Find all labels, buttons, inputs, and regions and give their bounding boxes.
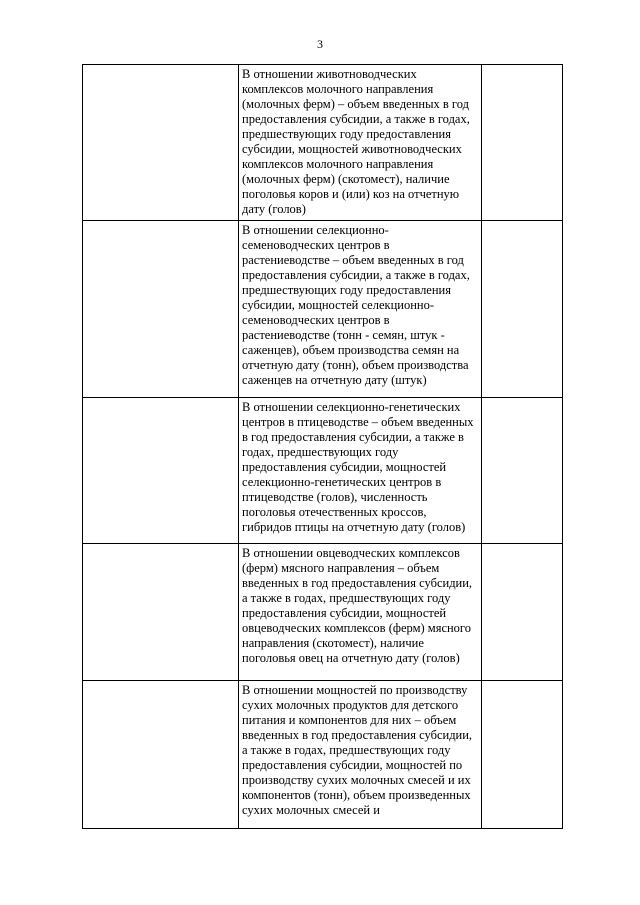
table-row [83,65,563,221]
table-row [83,221,563,398]
table-row [83,398,563,544]
table-cell-left [83,221,239,398]
table-cell-value [482,681,563,829]
page-number: 3 [317,37,323,51]
table-cell-value [482,544,563,681]
table-cell-value [482,65,563,221]
table-cell-value [482,398,563,544]
table-cell-left [83,398,239,544]
row-description-text: В отношении животноводческих комплексов молочного направления (молочных ферм) – объем введенных в год предоставления субсидии, а также в годах, предшествующих году предоставления субсидии, мощностей животноводческих комплексов молочного направления (молочных ферм) (скотомест), наличие поголовья коров и (или) коз на отчетную дату (голов) [242,67,470,216]
row-description-text: В отношении селекционно-семеноводческих центров в растениеводстве – объем введенных в год предоставления субсидии, а также в годах, предшествующих году предоставления субсидии, мощностей селекционно-семеноводческих центров в растениеводстве (тонн - семян, штук - саженцев), объем производства семян на отчетную дату (тонн), объем производства саженцев на отчетную дату (штук) [242,223,470,387]
table-cell-left [83,65,239,221]
table-cell-value [482,221,563,398]
table-cell-left [83,544,239,681]
row-description-text: В отношении мощностей по производству сухих молочных продуктов для детского питания и компонентов для них – объем введенных в год предоставления субсидии, а также в годах, предшествующих году предоставления субсидии, мощностей по производству сухих молочных смесей и их компонентов (тонн), объем произведенных сухих молочных смесей и [242,683,473,817]
table-row [83,681,563,829]
table-cell-left [83,681,239,829]
table-cell-description [239,681,482,829]
table-cell-description [239,398,482,544]
table-cell-description [239,221,482,398]
row-description-text: В отношении овцеводческих комплексов (ферм) мясного направления – объем введенных в год предоставления субсидии, а также в годах, предшествующих году предоставления субсидии, мощностей овцеводческих комплексов (ферм) мясного направления (скотомест), наличие поголовья овец на отчетную дату (голов) [242,546,473,665]
table-cell-description [239,65,482,221]
indicator-table [82,64,563,829]
row-description-text: В отношении селекционно-генетических центров в птицеводстве – объем введенных в год предоставления субсидии, а также в годах, предшествующих году предоставления субсидии, мощностей селекционно-генетических центров в птицеводстве (голов), численность поголовья отечественных кроссов, гибридов птицы на отчетную дату (голов) [242,400,474,534]
table-cell-description [239,544,482,681]
table-row [83,544,563,681]
